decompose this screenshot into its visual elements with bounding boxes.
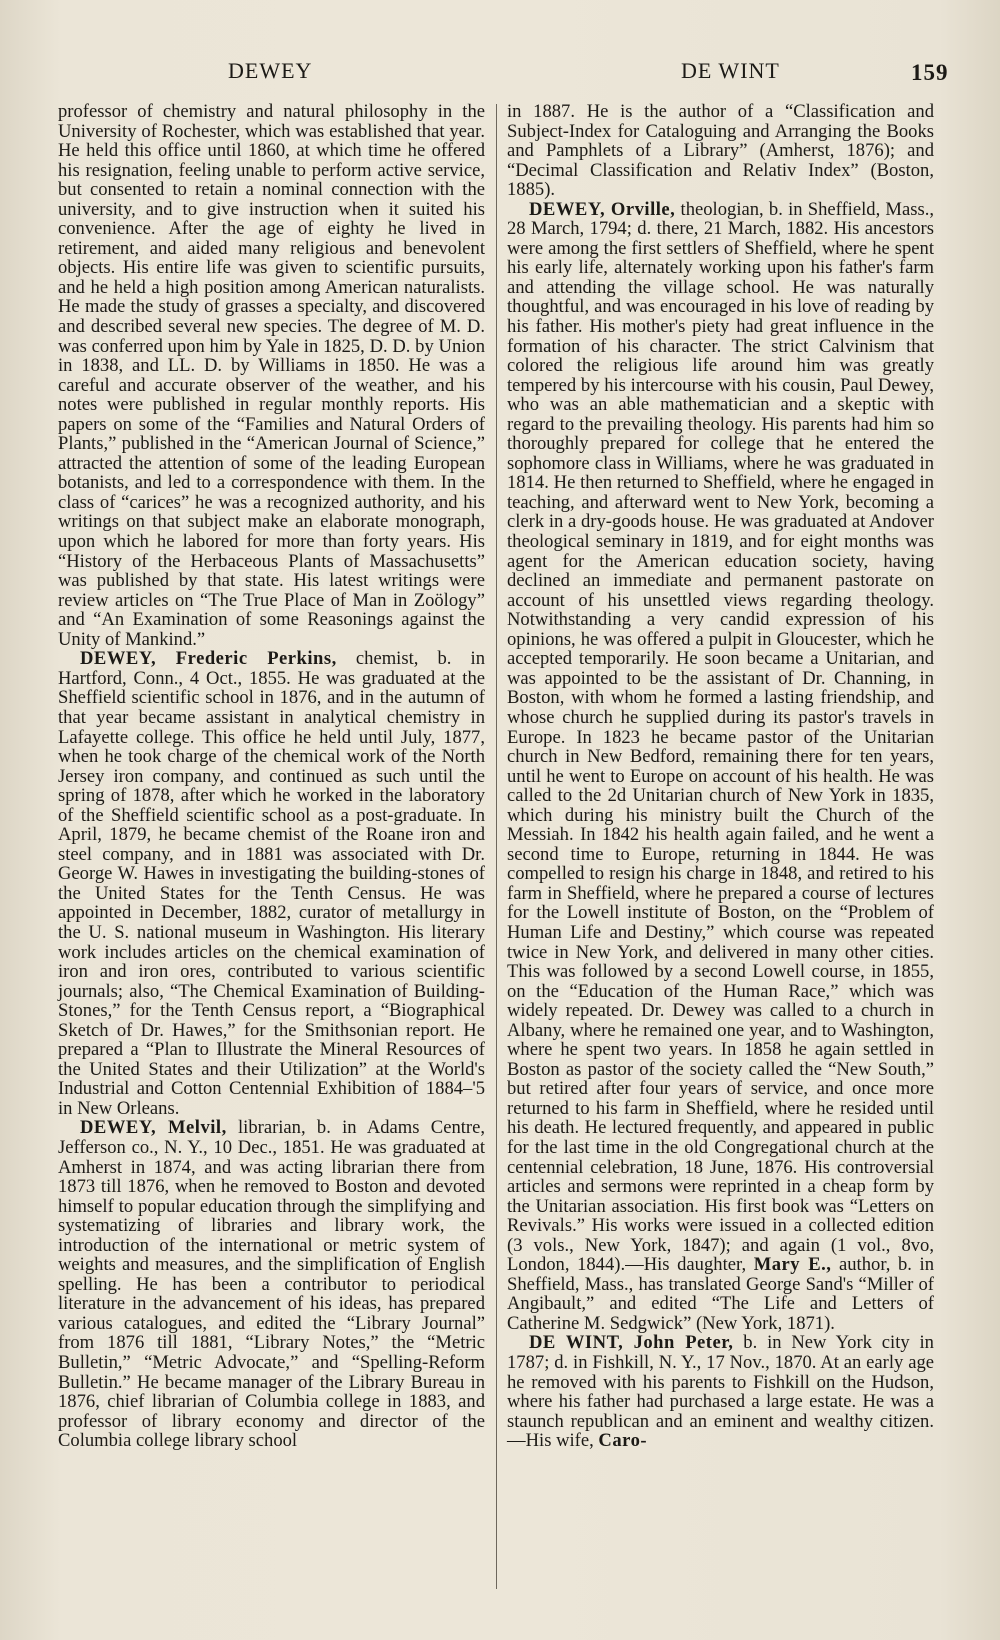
entry-orville-dewey <box>507 200 934 1334</box>
entry-text: b. in New York city in 1787; d. in Fishkill, N. Y., 17 Nov., 1870. At an early age he removed with his parents to Fishkill on the Hudson, where his father had purchased a large estate. He was a staunch republican and an eminent and wealthy citizen.—His wife, <box>507 1332 934 1452</box>
entry-text: chemist, b. in Hartford, Conn., 4 Oct., 1855. He was graduated at the Sheffield scientific school in 1876, and in the autumn of that year became assistant in analytical chemistry in Lafayette college. This office he held until July, 1877, when he took charge of the chemical work of the North Jersey iron company, and continued as such until the spring of 1878, after which he worked in the laboratory of the Sheffield scientific school as a post-graduate. In April, 1879, he became chemist of the Roane iron and steel company, and in 1881 was associated with Dr. George W. Hawes in investigating the building-stones of the United States for the Tenth Census. He was appointed in December, 1882, curator of metallurgy in the U. S. national museum in Washington. His literary work includes articles on the chemical examination of iron and iron ores, contributed to various scientific journals; also, “The Chemical Examination of Building-Stones,” for the Tenth Census report, a “Biographical Sketch of Dr. Hawes,” for the Smithsonian report. He prepared a “Plan to Illustrate the Mineral Resources of the United States and their Utilization” at the World's Industrial and Cotton Centennial Exhibition of 1884–'5 in New Orleans. <box>58 648 485 1119</box>
running-head-left: DEWEY <box>228 58 313 83</box>
entry-melvil-dewey <box>58 1118 485 1450</box>
entry-headword: DEWEY, Melvil, <box>80 1117 227 1139</box>
entry-headword: DEWEY, Orville, <box>529 198 676 220</box>
page-header <box>0 58 1000 92</box>
column-divider <box>496 104 497 1589</box>
entry-john-peter-de-wint <box>507 1333 934 1450</box>
entry-text: theologian, b. in Sheffield, Mass., 28 March, 1794; d. there, 21 March, 1882. His ancestors were among the first settlers of Sheffield, where he spent his early life, alternately working upon his father's farm and attending the village school. He was naturally thoughtful, and was encouraged in his love of reading by his father. His mother's piety had great influence in the formation of his character. The strict Calvinism that colored the religious life around him was greatly tempered by his intercourse with his cousin, Paul Dewey, who was an able mathematician and a skeptic with regard to the prevailing theology. His parents had him so thoroughly prepared for college that he entered the sophomore class in Williams, where he was graduated in 1814. He then returned to Sheffield, where he engaged in teaching, and afterward went to New York, becoming a clerk in a dry-goods house. He was graduated at Andover theological seminary in 1819, and for eight months was agent for the American education society, having declined an immediate and permanent pastorate on account of his unsettled views regarding theology. Notwithstanding a very candid expression of his opinions, he was offered a pulpit in Gloucester, which he accepted temporarily. He soon became a Unitarian, and was appointed to be the assistant of Dr. Channing, in Boston, with whom he formed a lasting friendship, and whose church he supplied during its pastor's travels in Europe. In 1823 he became pastor of the Unitarian church in New Bedford, remaining there for ten years, until he went to Europe on account of his health. He was called to the 2d Unitarian church of New York in 1835, which during his ministry built the Church of the Messiah. In 1842 his health again failed, and he went a second time to Europe, returning in 1844. He was compelled to resign his charge in 1848, and retired to his farm in Sheffield, where he prepared a course of lectures for the Lowell institute of Boston, on the “Problem of Human Life and Destiny,” which course was repeated twice in New York, and delivered in many other cities. This was followed by a second Lowell course, in 1855, on the “Education of the Human Race,” which was widely repeated. Dr. Dewey was called to a church in Albany, where he remained one year, and to Washington, where he spent two years. In 1858 he again settled in Boston as pastor of the society called the “New South,” but retired after four years of service, and once more returned to his farm in Sheffield, where he resided until his death. He lectured frequently, and appeared in public for the last time in the old Congregational church at the centennial celebration, 18 June, 1876. His controversial articles and sermons were reprinted in a cheap form by the Unitarian association. His first book was “Letters on Revivals.” His works were issued in a collected edition (3 vols., New York, 1847); and again (1 vol., 8vo, London, 1844).—His daughter, <box>507 198 934 1276</box>
running-head-right: DE WINT <box>681 58 780 83</box>
sub-entry-name: Mary E., <box>753 1254 832 1276</box>
entry-headword: DEWEY, Frederic Perkins, <box>80 648 337 670</box>
entry-frederic-perkins-dewey <box>58 649 485 1118</box>
page-number: 159 <box>911 60 949 85</box>
left-column <box>58 102 485 1451</box>
continued-name: Caro- <box>598 1430 648 1452</box>
entry-text-tail: author, b. in Sheffield, Mass., has translated George Sand's “Miller of Angibault,” and edited “The Life and Letters of Catherine M. Sedgwick” (New York, 1871). <box>507 1254 935 1334</box>
entry-text: librarian, b. in Adams Centre, Jefferson co., N. Y., 10 Dec., 1851. He was graduated at Amherst in 1874, and was acting librarian there from 1873 till 1876, when he removed to Boston and devoted himself to popular education through the simplifying and systematizing of libraries and library work, the introduction of the international or metric system of weights and measures, and the simplification of English spelling. He has been a contributor to periodical literature in the advancement of his ideas, has prepared various catalogues, and edited the “Library Journal” from 1876 till 1881, “Library Notes,” the “Metric Bulletin,” “Metric Advocate,” and “Spelling-Reform Bulletin.” He became manager of the Library Bureau in 1876, chief librarian of Columbia college in 1883, and professor of library economy and director of the Columbia college library school <box>58 1117 485 1452</box>
continued-entry-text: professor of chemistry and natural philosophy in the University of Rochester, which was established that year. He held this office until 1860, at which time he offered his resignation, feeling unable to perform active service, but consented to retain a nominal connection with the university, and to give instruction when it suited his convenience. After the age of eighty he lived in retirement, and aided many religious and benevolent objects. His entire life was given to scientific pursuits, and he held a high position among American naturalists. He made the study of grasses a specialty, and discovered and described several new species. The degree of M. D. was conferred upon him by Yale in 1825, D. D. by Union in 1838, and LL. D. by Williams in 1850. He was a careful and accurate observer of the weather, and his notes were published in regular monthly reports. His papers on some of the “Families and Natural Orders of Plants,” published in the “American Journal of Science,” attracted the attention of some of the leading European botanists, and led to a correspondence with them. In the class of “carices” he was a recognized authority, and his writings on that subject make an elaborate monograph, upon which he labored for more than forty years. His “History of the Herbaceous Plants of Massachusetts” was published by that state. His latest writings were review articles on “The True Place of Man in Zoölogy” and “An Examination of some Reasonings against the Unity of Mankind.” <box>58 101 485 650</box>
entry-headword: DE WINT, John Peter, <box>529 1332 734 1354</box>
continued-entry-text: in 1887. He is the author of a “Classification and Subject-Index for Cataloguing and Arranging the Books and Pamphlets of a Library” (Amherst, 1876); and “Decimal Classification and Relativ Index” (Boston, 1885). <box>507 101 934 201</box>
right-column <box>507 102 934 1451</box>
